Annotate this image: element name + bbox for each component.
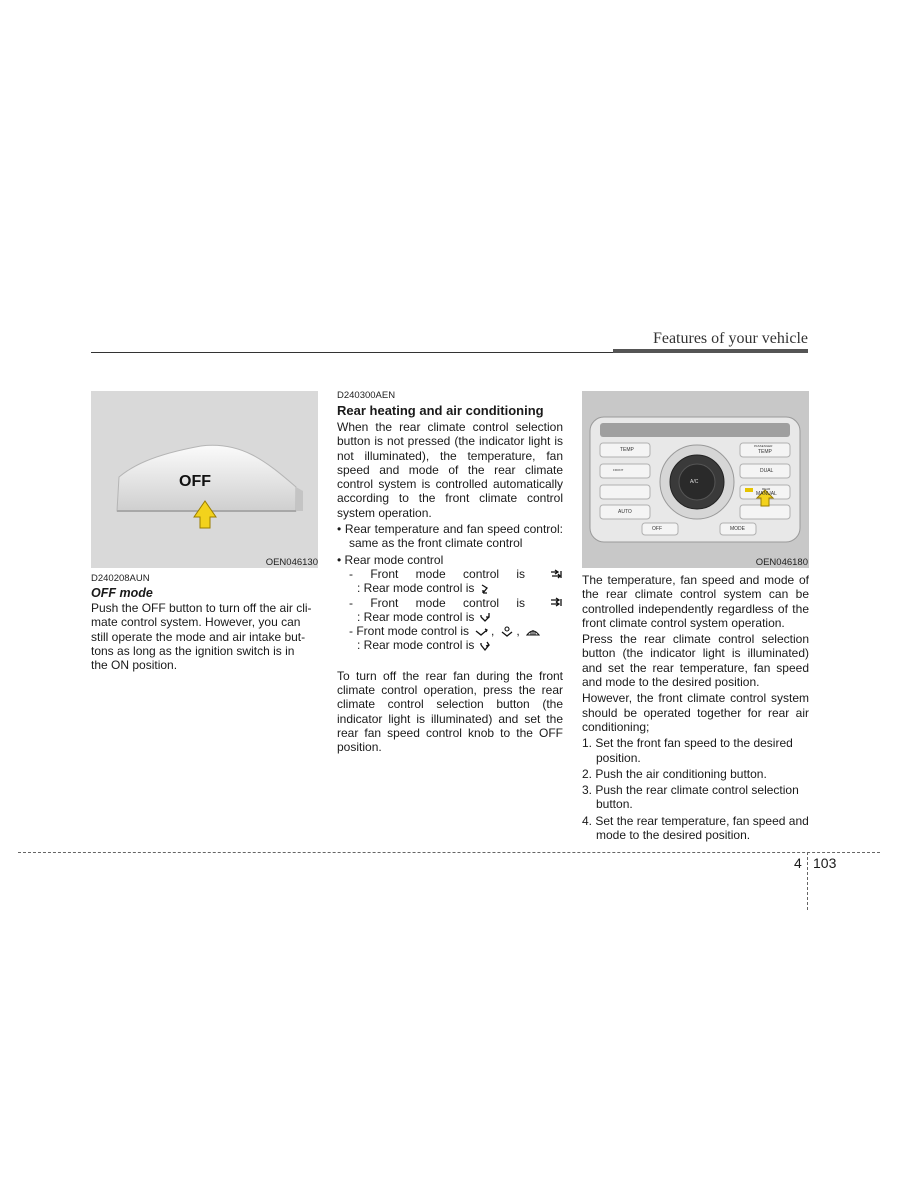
figure-caption-right: OEN046180 <box>755 557 808 568</box>
step-item: 2. Push the air conditioning button. <box>582 766 767 781</box>
footer-divider-vertical <box>807 852 808 910</box>
header-rule <box>91 352 613 353</box>
step-item: 4. Set the rear temperature, fan speed and mode to the desired position. <box>582 813 809 843</box>
off-button-label: OFF <box>179 473 211 490</box>
subheading-off-mode: OFF mode <box>91 586 153 600</box>
climate-panel-figure <box>582 391 809 568</box>
comma: , <box>491 624 495 639</box>
closing-paragraph: To turn off the rear fan during the front climate control operation, press the rear climate control selection button (the indicator light is illuminated) and set the rear fan speed control knob to the OFF position. <box>337 668 563 755</box>
body-line: tons as long as the ignition switch is in <box>91 643 295 658</box>
mode-line <box>337 567 563 581</box>
mode-line <box>337 610 563 624</box>
mode-line-text: : Rear mode control is <box>357 581 475 596</box>
bullet-text: Rear mode control <box>344 552 444 567</box>
mode-label: MODE <box>730 526 745 532</box>
ac-knob-label: A/C <box>690 479 699 485</box>
chapter-number: 4 <box>794 855 802 871</box>
bullet-item: • Rear mode control <box>337 552 444 567</box>
section-code-middle: D240300AEN <box>337 390 396 401</box>
section-code-left: D240208AUN <box>91 573 150 584</box>
mode-line-text: - Front mode control is <box>349 624 470 639</box>
manual-label: MANUAL <box>756 491 777 497</box>
bullet-text: Rear temperature and fan speed control: same as the front climate control <box>344 522 563 551</box>
bullet-item: • Rear temperature and fan speed control: same as the front climate control <box>337 522 563 551</box>
body-line: still operate the mode and air intake but- <box>91 629 306 644</box>
floor-mode-icon <box>475 626 489 637</box>
step-item: 3. Push the rear climate control selection button. <box>582 783 799 812</box>
rear-vent-mode-icon <box>478 584 492 595</box>
paragraph: However, the front climate control system should be operated together for rear air conditioning; <box>582 691 809 734</box>
rear-heating-body <box>337 420 563 755</box>
body-line: Push the OFF button to turn off the air cli- <box>91 601 312 615</box>
front-label: FRONT <box>613 468 624 472</box>
section-title: Features of your vehicle <box>652 330 808 347</box>
temp-label-right: TEMP <box>758 449 772 455</box>
temp-label-left: TEMP <box>620 447 634 453</box>
heading-rear-heating: Rear heating and air conditioning <box>337 403 544 418</box>
floor-defrost-mode-icon <box>500 626 514 637</box>
intro-paragraph: When the rear climate control selection button is not pressed (the indicator light is not illuminated), the temperature, fan speed and mode of the rear climate control system is controlled automatically according to the front climate control system operation. <box>337 420 563 520</box>
mode-line-text: : Rear mode control is <box>357 609 475 624</box>
rear-floor-mode-icon <box>478 641 492 652</box>
off-label: OFF <box>652 526 662 532</box>
footer-divider <box>18 852 880 853</box>
mode-line-text: : Rear mode control is <box>357 638 475 653</box>
comma: , <box>516 624 520 639</box>
paragraph: The temperature, fan speed and mode of the rear climate control system can be controlled independently regardless of the front climate control system operation. <box>582 573 809 630</box>
mode-line <box>337 581 563 595</box>
passenger-label: PASSENGER <box>754 444 773 448</box>
rear-bi-level-icon <box>478 612 492 623</box>
defrost-mode-icon <box>526 626 540 637</box>
paragraph: Press the rear climate control selection button (the indicator light is illuminated) and set the rear temperature, fan speed and mode to the desired position. <box>582 632 809 690</box>
dual-label: DUAL <box>760 468 774 474</box>
figure-caption-left: OEN046130 <box>265 557 318 568</box>
body-line: the ON position. <box>91 658 178 673</box>
off-button-figure <box>91 391 318 568</box>
auto-label: AUTO <box>618 509 632 515</box>
mode-line-text: - Front mode control is <box>349 566 526 581</box>
mode-line <box>337 638 563 652</box>
body-line: mate control system. However, you can <box>91 615 301 630</box>
header-rule-accent <box>613 349 808 353</box>
rear-climate-body <box>582 573 809 842</box>
mode-line-text: - Front mode control is <box>349 595 526 610</box>
vent-floor-mode-icon <box>549 569 563 580</box>
mode-line <box>337 596 563 610</box>
step-item: 1. Set the front fan speed to the desired position. <box>582 736 793 765</box>
rear-label: REAR <box>762 487 771 491</box>
page-number: 103 <box>813 855 837 871</box>
mode-line <box>337 624 563 638</box>
bi-level-mode-icon <box>549 597 563 608</box>
off-mode-body <box>91 601 318 672</box>
